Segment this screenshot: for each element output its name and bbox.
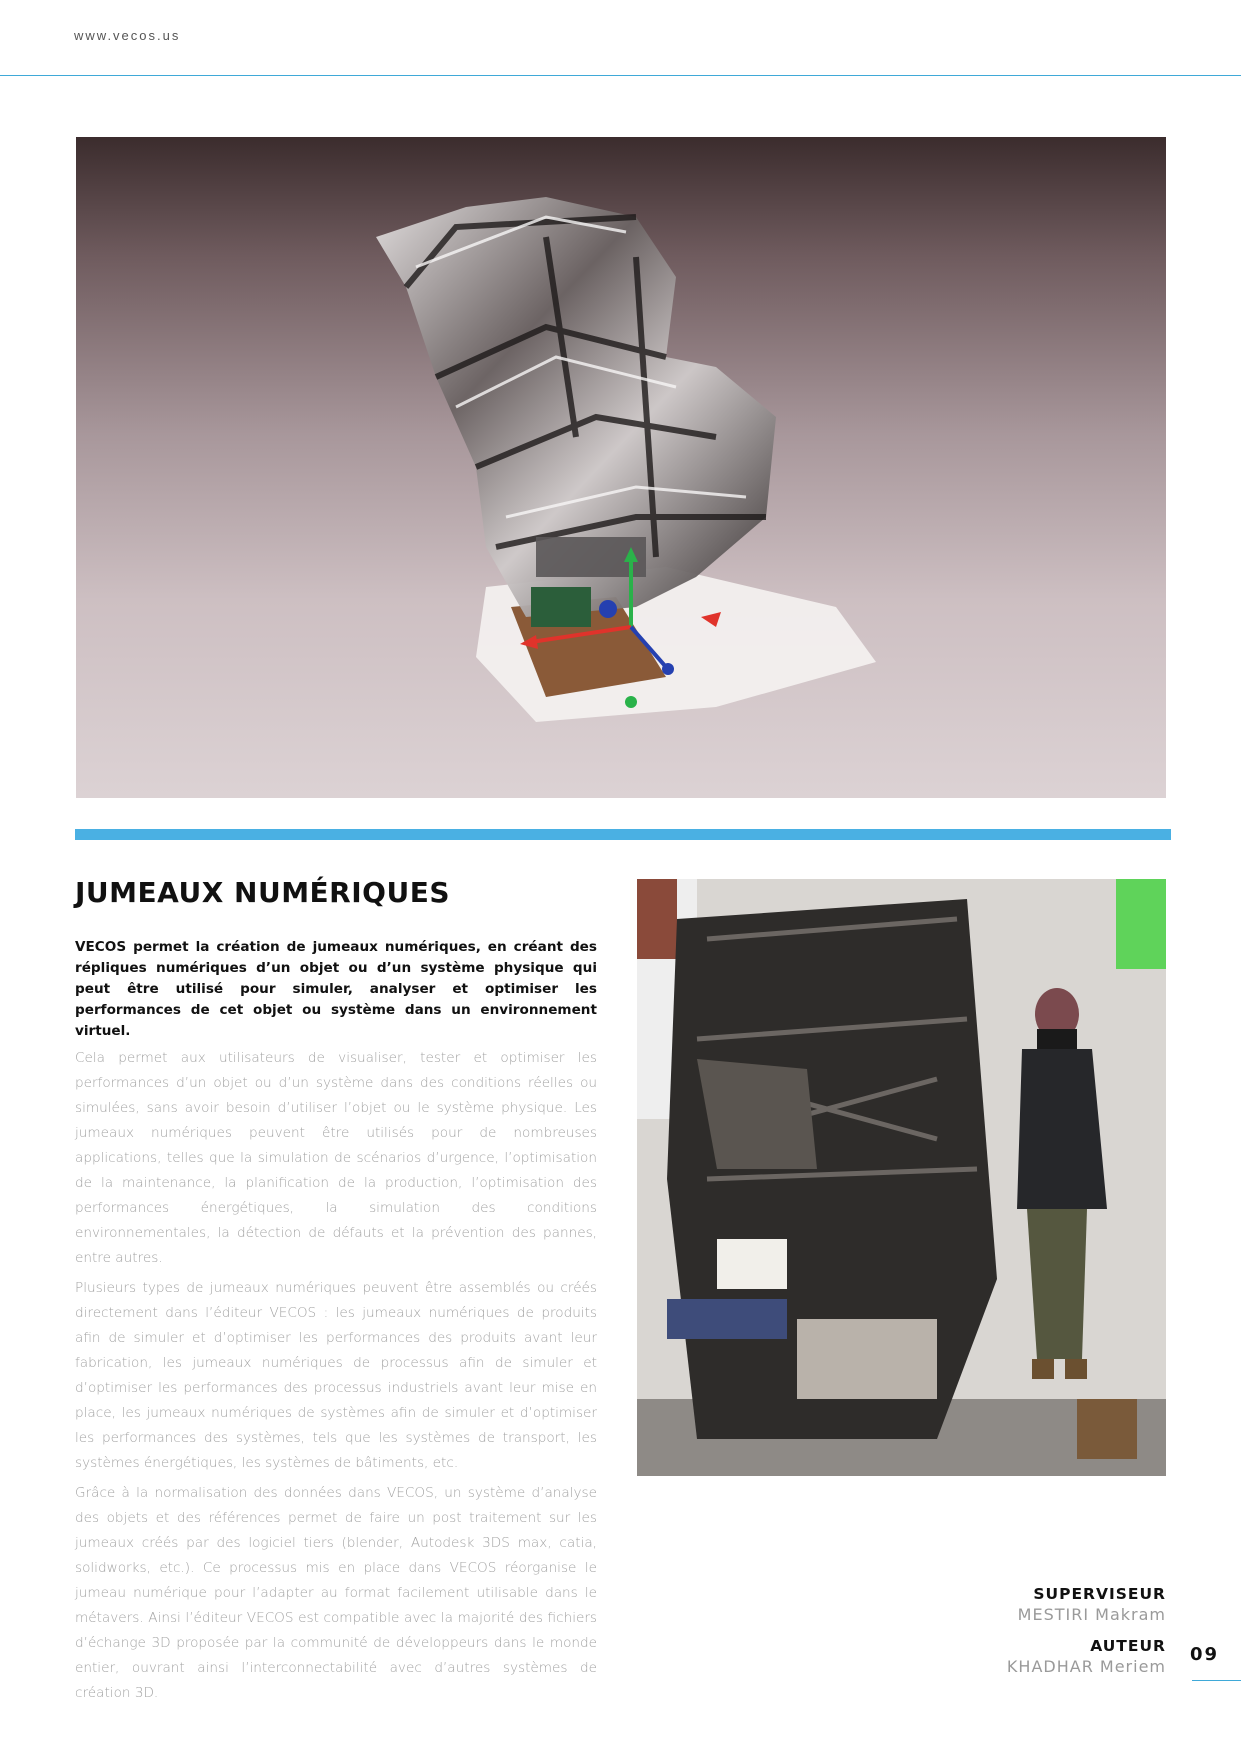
credits	[1007, 1584, 1166, 1688]
article-paragraph: Plusieurs types de jumeaux numériques peuvent être assemblés ou créés directement dans l’éditeur VECOS : les jumeaux numériques de produits afin de simuler et d’optimiser les performances des produits avant leur fabrication, les jumeaux numériques de processus afin de simuler et d’optimiser les performances des processus industriels avant leur mise en place, les jumeaux numériques de systèmes afin de simuler et d’optimiser les performances des systèmes, tels que les systèmes de transport, les systèmes énergétiques, les systèmes de bâtiments, etc.	[75, 1280, 597, 1471]
machine-photo	[637, 879, 1166, 1476]
hero-image-3d-model	[76, 137, 1166, 798]
article-body	[75, 1046, 597, 1711]
site-url[interactable]: www.vecos.us	[74, 28, 181, 43]
page-number: 09	[1190, 1644, 1220, 1665]
hero-3d-model-illustration	[76, 137, 1166, 798]
header-divider	[0, 75, 1241, 76]
author-name: KHADHAR Meriem	[1006, 1657, 1166, 1676]
article-paragraph: Grâce à la normalisation des données dans VECOS, un système d’analyse des objets et des références permet de faire un post traitement sur les jumeaux créés par des logiciel tiers (blender, Autodesk 3DS max, catia, solidworks, etc.). Ce processus mis en place dans VECOS réorganise le jumeau numérique pour l’adapter au format facilement utilisable dans le métavers. Ainsi l’éditeur VECOS est compatible avec la majorité des fichiers d’échange 3D proposée par la communité de développeurs dans le monde entier, ouvrant ainsi l’interconnectabilité avec d’autres systèmes de création 3D.	[75, 1485, 597, 1701]
article-lead: VECOS permet la création de jumeaux numériques, en créant des répliques numériques d’un objet ou d’un système physique qui peut être utilisé pour simuler, analyser et optimiser les performances de cet objet ou système dans un environnement virtuel.	[75, 939, 597, 1039]
supervisor-name: MESTIRI Makram	[1017, 1605, 1166, 1624]
article-paragraph: Cela permet aux utilisateurs de visualiser, tester et optimiser les performances d’un objet ou d’un système dans des conditions réelles ou simulées, sans avoir besoin d’utiliser l’objet ou le système physique. Les jumeaux numériques peuvent être utilisés pour de nombreuses applications, telles que la simulation de scénarios d’urgence, l’optimisation de la maintenance, la planification de la production, l’optimisation des performances énergétiques, la simulation des conditions environnementales, la détection de défauts et la prévention des pannes, entre autres.	[75, 1050, 597, 1266]
page-number-rule	[1192, 1680, 1241, 1681]
machine-photo-illustration	[637, 879, 1166, 1476]
section-accent-bar	[75, 829, 1171, 840]
supervisor-label: SUPERVISEUR	[1033, 1585, 1166, 1603]
article-title: JUMEAUX NUMÉRIQUES	[75, 876, 450, 909]
author-label: AUTEUR	[1090, 1637, 1166, 1655]
